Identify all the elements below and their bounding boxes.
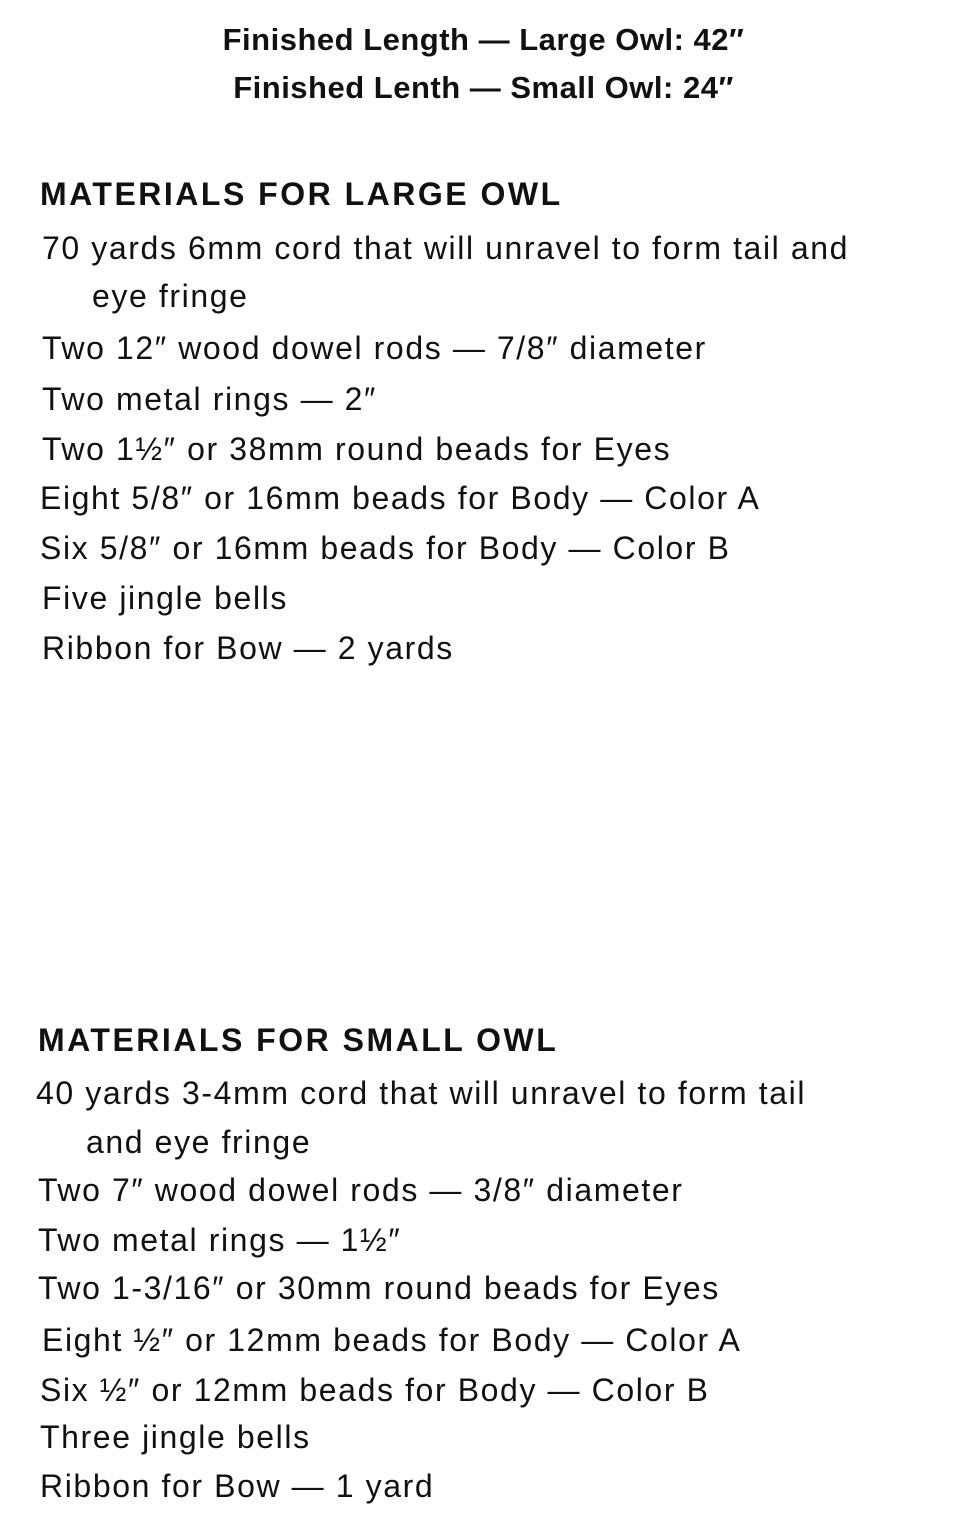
large-owl-item: Ribbon for Bow — 2 yards xyxy=(42,630,454,666)
small-owl-item: Two metal rings — 1½″ xyxy=(38,1222,402,1258)
finished-length-small: Finished Lenth — Small Owl: 24″ xyxy=(233,70,734,105)
large-owl-item: Eight 5/8″ or 16mm beads for Body — Color A xyxy=(40,480,761,516)
small-owl-item: Three jingle bells xyxy=(40,1419,311,1455)
small-owl-item: Two 7″ wood dowel rods — 3/8″ diameter xyxy=(38,1172,684,1208)
small-owl-item: Eight ½″ or 12mm beads for Body — Color A xyxy=(42,1322,742,1358)
large-owl-item: Two metal rings — 2″ xyxy=(42,381,377,417)
small-owl-item: Two 1-3/16″ or 30mm round beads for Eyes xyxy=(38,1270,720,1306)
large-owl-item: Two 1½″ or 38mm round beads for Eyes xyxy=(42,431,672,467)
large-owl-item: Two 12″ wood dowel rods — 7/8″ diameter xyxy=(42,330,707,366)
small-owl-heading: MATERIALS FOR SMALL OWL xyxy=(38,1022,559,1058)
finished-length-large: Finished Length — Large Owl: 42″ xyxy=(222,22,745,57)
large-owl-item: 70 yards 6mm cord that will unravel to form tail and xyxy=(42,230,850,266)
small-owl-item: Ribbon for Bow — 1 yard xyxy=(40,1468,435,1504)
large-owl-heading: MATERIALS FOR LARGE OWL xyxy=(40,176,563,212)
large-owl-item: Five jingle bells xyxy=(42,580,288,616)
large-owl-item-continuation: eye fringe xyxy=(92,278,249,314)
small-owl-item: 40 yards 3-4mm cord that will unravel to form tail xyxy=(36,1075,807,1111)
small-owl-item: Six ½″ or 12mm beads for Body — Color B xyxy=(40,1372,710,1408)
small-owl-item-continuation: and eye fringe xyxy=(86,1124,312,1160)
large-owl-item: Six 5/8″ or 16mm beads for Body — Color B xyxy=(40,530,731,566)
